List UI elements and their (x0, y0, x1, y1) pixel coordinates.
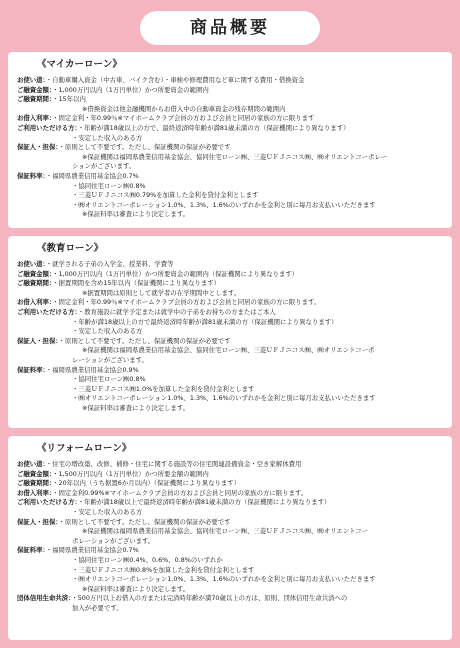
section-heading: 《マイカーローン》 (37, 59, 122, 70)
detail-row (17, 489, 443, 499)
detail-row (17, 162, 443, 172)
row-text: ・原則として不要です。ただし、保証機関の保証が必要です (58, 336, 231, 345)
row-label: お借入利率： (17, 114, 53, 123)
detail-row (17, 585, 443, 595)
row-text: ・1,500万円以内（1万円単位）かつ所要金額の範囲内 (52, 469, 209, 478)
detail-row (17, 210, 443, 220)
section-rows (17, 460, 443, 614)
row-text: ※保証機関は福岡県農業信用基金協会、協同住宅ローン㈱、三菱ＵＦＪニコス㈱、㈱オリエントコーポレー (82, 152, 388, 161)
row-text: ・住宅の増改築、改修、補修・住宅に関する施設等の住宅関連設備資金・空き家解体費用 (45, 460, 302, 468)
detail-row (17, 318, 443, 328)
row-label: お使い道： (17, 76, 46, 84)
row-text: ・15年以内 (52, 95, 86, 104)
row-label: 団体信用生命共済： (17, 594, 72, 603)
detail-row (17, 385, 443, 395)
detail-row (17, 172, 443, 182)
detail-row (17, 566, 443, 576)
detail-row (17, 470, 443, 480)
detail-row (17, 143, 443, 153)
row-text: ※借換資金は他金融機関からお借入中の自動車資金の残存期間の範囲内 (82, 104, 286, 113)
row-text: ・三菱ＵＦＪニコス㈱0.79%を加算した金利を貸付金利とします (72, 191, 259, 200)
row-label: ご融資金額： (17, 85, 53, 94)
row-text: ・三菱ＵＦＪニコス㈱0.8%を加算した金利を貸付金利とします (72, 565, 255, 574)
detail-row (17, 394, 443, 404)
row-label: お使い道： (17, 460, 46, 468)
row-text: ・500万円以上お借入の方または完済時年齢が満70歳以上の方は、原則、団体信用生命共済への (71, 594, 348, 603)
row-label: ご融資期間： (17, 479, 53, 488)
row-text: ※据置期間は原則として就学者の在学期間中とします。 (82, 288, 241, 297)
detail-row (17, 537, 443, 547)
row-text: ・固定金利・年0.99％※マイホームクラブ会員の方および会員と同居の家族の方に限ります。 (52, 298, 321, 307)
row-label: 保証料率： (17, 546, 46, 555)
detail-row (17, 546, 443, 556)
section-heading: 《リフォームローン》 (37, 443, 132, 454)
detail-row (17, 86, 443, 96)
detail-row (17, 124, 443, 134)
row-text: ・1,000万円以内（1万円単位）かつ所要資金の範囲内 (52, 85, 209, 94)
row-text: ・協同住宅ローン㈱0.4%、0.6%、0.8%のいずれか (72, 555, 223, 564)
detail-row (17, 270, 443, 280)
row-label: ご融資期間： (17, 95, 53, 104)
row-text: ・教育施設に就学予定または就学中の子弟をお持ちの方またはご本人 (77, 307, 276, 316)
row-text: ・据置期間を含め15年以内（保証機関により異なります） (52, 279, 221, 288)
row-text: ※保証料率は審査により決定します。 (82, 403, 190, 412)
detail-row (17, 366, 443, 376)
detail-row (17, 289, 443, 299)
detail-row (17, 327, 443, 337)
detail-row (17, 346, 443, 356)
row-text: ※保証機関は福岡県農業信用基金協会、協同住宅ローン㈱、三菱ＵＦＪニコス㈱、㈱オリエントコーポ (82, 346, 375, 355)
detail-row (17, 76, 443, 86)
row-text: ・1,000万円以内（1万円単位）かつ所要資金の範囲内（保証機関により異なります） (52, 269, 299, 278)
section-heading: 《教育ローン》 (37, 243, 104, 254)
section-mycar-loan (8, 52, 452, 228)
row-text: ・㈱オリエントコーポレーション1.0%、1.3%、1.6%のいずれかを金利と別に毎月お支払いいただきます (72, 575, 376, 584)
detail-row (17, 182, 443, 192)
row-label: ご利用いただける方： (17, 498, 78, 507)
detail-row (17, 298, 443, 308)
row-text: ションがございます。 (72, 162, 136, 171)
page-title: 商品概要 (140, 11, 320, 45)
row-label: お借入利率： (17, 488, 53, 497)
row-text: ・安定した収入のある方 (72, 327, 143, 336)
row-text: ・自動車購入資金（中古車、バイク含む）・車検や修理費用など車に関する費用・借換資金 (45, 76, 305, 84)
row-text: ・福岡県農業信用基金協会0.9% (45, 365, 139, 374)
row-text: ・年齢が満18歳以上の方で、最終返済時年齢が満81歳未満の方（保証機関により異なります） (77, 123, 350, 132)
detail-row (17, 604, 443, 614)
detail-row (17, 375, 443, 385)
detail-row (17, 460, 443, 470)
row-label: 保証料率： (17, 365, 46, 374)
detail-row (17, 508, 443, 518)
row-label: ご利用いただける方： (17, 123, 78, 132)
detail-row (17, 201, 443, 211)
row-text: ・福岡県農業信用基金協会0.7% (45, 171, 139, 180)
row-text: 加入が必要です。 (72, 603, 123, 612)
detail-row (17, 95, 443, 105)
row-text: ・20年以内（うち据置6か月以内）（保証機関により異なります） (52, 479, 241, 488)
row-text: ・年齢が満18歳以上で最終返済時年齢が満81歳未満の方（保証機関により異なります） (77, 498, 331, 507)
detail-row (17, 114, 443, 124)
row-text: ・㈱オリエントコーポレーション1.0%、1.3%、1.6%のいずれかを金利と別に毎月お支払いいただきます (72, 394, 376, 403)
detail-row (17, 404, 443, 414)
detail-row (17, 105, 443, 115)
detail-row (17, 153, 443, 163)
section-education-loan (8, 236, 452, 428)
detail-row (17, 356, 443, 366)
row-label: ご融資金額： (17, 269, 53, 278)
detail-row (17, 191, 443, 201)
detail-row (17, 498, 443, 508)
row-text: ・協同住宅ローン㈱0.8% (72, 375, 146, 384)
row-text: ※保証機関は福岡県農業信用基金協会、協同住宅ローン㈱、三菱ＵＦＪニコス㈱、㈱オリエントコー (82, 527, 369, 536)
detail-row (17, 337, 443, 347)
row-text: ・原則として不要です。ただし、保証機関の保証が必要です (58, 517, 231, 526)
row-text: ・㈱オリエントコーポレーション1.0%、1.3%、1.6%のいずれかを金利と別に毎月お支払いいただきます (72, 200, 376, 209)
row-text: ※保証料率は審査により決定します。 (82, 584, 190, 593)
row-label: 保証料率： (17, 171, 46, 180)
detail-row (17, 594, 443, 604)
row-label: 保証人・担保： (17, 336, 59, 345)
section-rows (17, 76, 443, 220)
row-text: ポレーションがございます。 (72, 536, 155, 545)
detail-row (17, 575, 443, 585)
detail-row (17, 527, 443, 537)
row-label: ご融資金額： (17, 469, 53, 478)
row-label: ご融資期間： (17, 279, 53, 288)
row-text: ・就学される子弟の入学金、授業料、学費等 (45, 260, 174, 268)
section-rows (17, 260, 443, 414)
detail-row (17, 260, 443, 270)
row-text: ・固定金利0.99%※マイホームクラブ会員の方および会員と同居の家族の方に限ります。 (52, 488, 308, 497)
detail-row (17, 308, 443, 318)
row-text: ・三菱ＵＦＪニコス㈱1.0%を加算した金利を貸付金利とします (72, 384, 255, 393)
row-text: ・固定金利・年0.99％※マイホームクラブ会員の方および会員と同居の家族の方に限ります (52, 114, 315, 123)
detail-row (17, 479, 443, 489)
row-text: ・協同住宅ローン㈱0.8% (72, 181, 146, 190)
row-text: レーションがございます。 (72, 355, 148, 364)
detail-row (17, 134, 443, 144)
row-label: ご利用いただける方： (17, 307, 78, 316)
detail-row (17, 518, 443, 528)
row-text: ・年齢が満18歳以上の方で最終返済時年齢が満81歳未満の方（保証機関により異なります） (72, 317, 338, 326)
detail-row (17, 279, 443, 289)
row-text: ・原則として不要です。ただし、保証機関の保証が必要です (58, 143, 231, 152)
row-label: 保証人・担保： (17, 143, 59, 152)
row-text: ・安定した収入のある方 (72, 507, 143, 516)
row-text: ・福岡県農業信用基金協会0.7% (45, 546, 139, 555)
row-label: 保証人・担保： (17, 517, 59, 526)
section-reform-loan (8, 436, 452, 640)
row-text: ※保証料率は審査により決定します。 (82, 210, 190, 219)
detail-row (17, 556, 443, 566)
row-label: お使い道： (17, 260, 46, 268)
row-label: お借入利率： (17, 298, 53, 307)
row-text: ・安定した収入のある方 (72, 133, 143, 142)
